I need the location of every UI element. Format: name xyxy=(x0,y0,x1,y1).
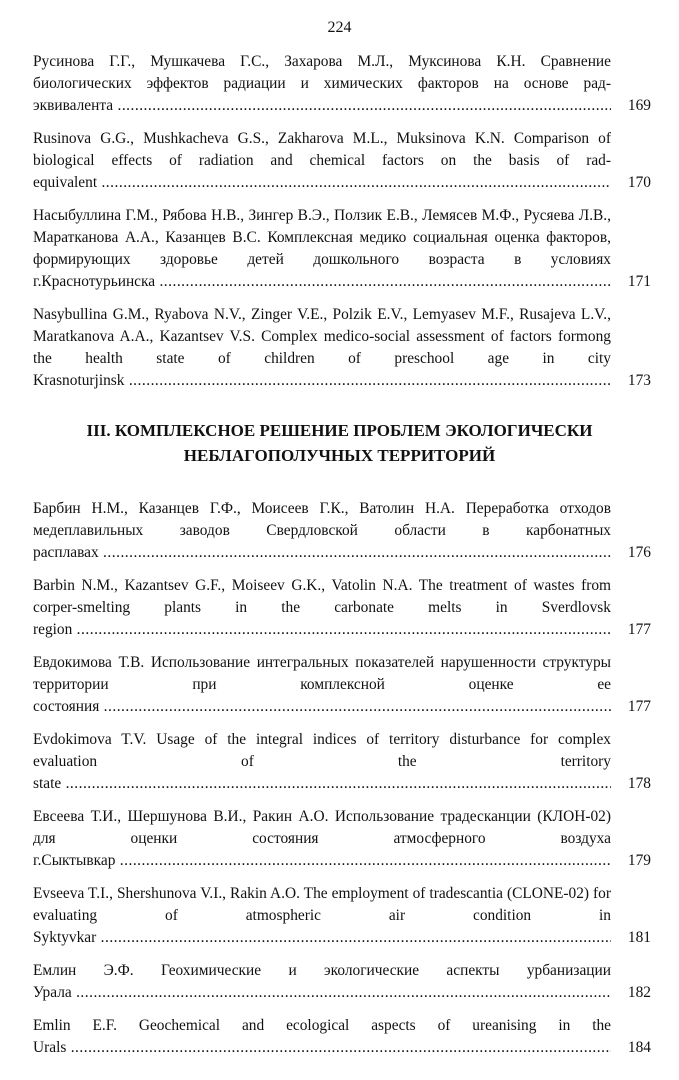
entry-page: 176 xyxy=(627,544,651,561)
entry-page: 184 xyxy=(627,1039,651,1056)
section-heading-line: III. КОМПЛЕКСНОЕ РЕШЕНИЕ ПРОБЛЕМ ЭКОЛОГИЧЕСКИ xyxy=(86,421,593,440)
entry-page: 179 xyxy=(627,852,651,869)
entry-title: Русинова Г.Г., Мушкачева Г.С., Захарова М.Л., Муксинова К.Н. Сравнение биологических эффектов радиации и химических факторов на основе рад-эквивалента ..... xyxy=(33,53,611,114)
entry-page: 177 xyxy=(627,621,651,638)
toc-entry[interactable] xyxy=(33,729,651,795)
toc-entry[interactable] xyxy=(33,128,651,194)
entry-title: Емлин Э.Ф. Геохимические и экологические аспекты урбанизации Урала ..... xyxy=(33,962,611,1001)
toc-entry[interactable] xyxy=(33,498,651,564)
entry-title: Emlin E.F. Geochemical and ecological aspects of ureanising in the Urals ..... xyxy=(33,1017,611,1056)
entry-page: 170 xyxy=(627,174,651,191)
entry-page: 177 xyxy=(627,698,651,715)
entry-page: 173 xyxy=(627,372,651,389)
toc-entry[interactable] xyxy=(33,883,651,949)
entry-page: 169 xyxy=(627,97,651,114)
toc-entry[interactable] xyxy=(33,652,651,718)
toc-entry[interactable] xyxy=(33,1015,651,1059)
entry-page: 182 xyxy=(627,984,651,1001)
toc-entry[interactable] xyxy=(33,960,651,1004)
entry-page: 178 xyxy=(627,775,651,792)
entry-title: Evseeva T.I., Shershunova V.I., Rakin A.O. The employment of tradescantia (CLONE-02) for evaluating of atmospheric air condition in Syktyvkar ..... xyxy=(33,885,611,946)
entry-title: Евсеева Т.И., Шершунова В.И., Ракин А.О. Использование традесканции (КЛОН-02) для оценки состояния атмосферного воздуха г.Сыктывкар ..... xyxy=(33,808,611,869)
entry-title: Nasybullina G.M., Ryabova N.V., Zinger V.E., Polzik E.V., Lemyasev M.F., Rusajeva L.V., Maratkanova A.A., Kazantsev V.S. Complex medico-social assessment of factors formong the health state of children of preschool age in city Krasnoturjinsk ..... xyxy=(33,306,611,389)
entry-title: Насыбуллина Г.М., Рябова Н.В., Зингер В.Э., Ползик Е.В., Лемясев М.Ф., Русяева Л.В., Маратканова А.А., Казанцев В.С. Комплексная медико социальная оценка факторов, формирующих здоровье детей дошкольного возраста в условиях г.Краснотурьинска ..... xyxy=(33,207,611,290)
toc-entry[interactable] xyxy=(33,51,651,117)
entry-title: Rusinova G.G., Mushkacheva G.S., Zakharova M.L., Muksinova K.N. Comparison of biological effects of radiation and chemical factors on the basis of rad-equivalent ..... xyxy=(33,130,611,191)
toc-entry[interactable] xyxy=(33,806,651,872)
toc-list xyxy=(0,51,679,1080)
entry-page: 181 xyxy=(627,929,651,946)
section-heading-line: НЕБЛАГОПОЛУЧНЫХ ТЕРРИТОРИЙ xyxy=(183,446,496,465)
toc-entry[interactable] xyxy=(33,205,651,293)
toc-entry[interactable] xyxy=(33,575,651,641)
entry-title: Евдокимова Т.В. Использование интегральных показателей нарушенности структуры территории при комплексной оценке ее состояния ..... xyxy=(33,654,611,715)
toc-entry[interactable] xyxy=(33,304,651,392)
entry-title: Барбин Н.М., Казанцев Г.Ф., Моисеев Г.К., Ватолин Н.А. Переработка отходов медеплавильных заводов Свердловской области в карбонатных расплавах ..... xyxy=(33,500,611,561)
section-heading xyxy=(0,418,679,468)
entry-title: Evdokimova T.V. Usage of the integral indices of territory disturbance for complex evaluation of the territory state ..... xyxy=(33,731,611,792)
entry-title: Barbin N.M., Kazantsev G.F., Moiseev G.K., Vatolin N.A. The treatment of wastes from corper-smelting plants in the carbonate melts in Sverdlovsk region ..... xyxy=(33,577,611,638)
page-number: 224 xyxy=(327,19,352,36)
entry-page: 171 xyxy=(627,273,651,290)
